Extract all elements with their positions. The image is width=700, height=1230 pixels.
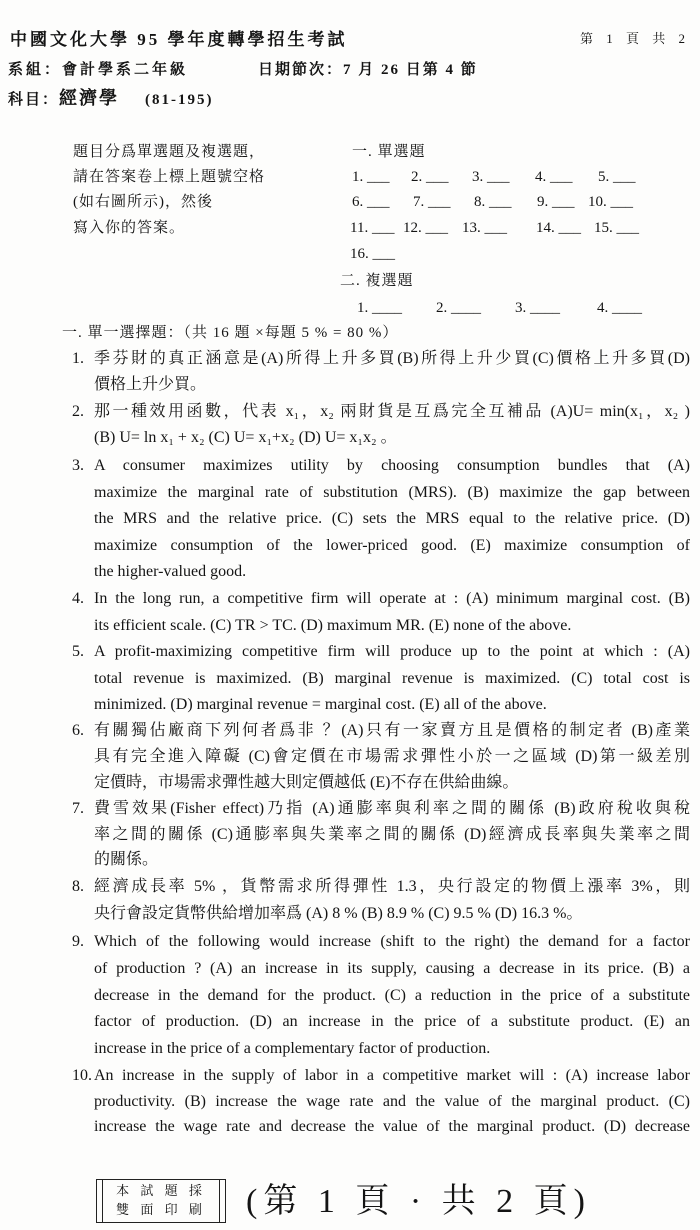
question-line: the higher-valued good. — [94, 563, 247, 580]
answer-blank: 9. ___ — [537, 194, 575, 210]
question-line: minimized. (D) marginal revenue = marginal cost. (E) all of the above. — [94, 696, 547, 713]
answer-blank: 5. ___ — [598, 169, 636, 185]
question-number: 5. — [72, 643, 84, 660]
footer-page-number: (第 1 頁 · 共 2 頁) — [246, 1183, 591, 1220]
answer-blank: 4. ____ — [597, 300, 642, 316]
question-line: 經濟成長率 5% ，貨幣需求所得彈性 1.3，央行設定的物價上漲率 3%，則 — [94, 878, 690, 895]
subject-name: 經濟學 — [59, 88, 120, 108]
question-number: 1. — [72, 350, 84, 367]
answer-blank: 1. ___ — [352, 169, 390, 185]
question-line: increase in the price of a complementary factor of production. — [94, 1040, 491, 1057]
subject-code: (81-195) — [145, 92, 214, 108]
question-line: An increase in the supply of labor in a competitive market will : (A) increase labor — [94, 1067, 690, 1084]
question-line: In the long run, a competitive firm will operate at : (A) minimum marginal cost. (B) — [94, 590, 690, 607]
question-line: decrease in the demand for the product. (C) a reduction in the price of a substitute — [94, 987, 690, 1004]
answer-blank: 2. ____ — [436, 300, 481, 316]
section-title: 一. 單一選擇題：（共 16 題 ×每題 5 % = 80 %） — [62, 325, 399, 341]
exam-title: 中國文化大學 95 學年度轉學招生考試 — [10, 30, 348, 49]
question-number: 7. — [72, 800, 84, 817]
page-marker: 第 1 頁 共 2 — [579, 31, 690, 46]
question-line: (B) U= ln x₁ + x₂ (C) U= x₁+x₂ (D) U= x₁x₂ 。 — [94, 429, 397, 446]
question-line: 價格上升少買。 — [94, 376, 207, 393]
question-number: 10. — [72, 1067, 92, 1084]
question-line: A consumer maximizes utility by choosing consumption bundles that (A) — [94, 457, 690, 474]
instruction-line: 請在答案卷上標上題號空格 — [73, 169, 266, 185]
answer-blank: 3. ___ — [472, 169, 510, 185]
question-line: 季芬財的真正涵意是(A)所得上升多買(B)所得上升少買(C)價格上升多買(D) — [94, 350, 690, 367]
question-line: 的關係。 — [94, 851, 159, 868]
question-line: factor of production. (D) an increase in the price of a substitute product. (E) an — [94, 1013, 690, 1030]
answer-blank: 3. ____ — [515, 300, 560, 316]
question-line: the MRS and the relative price. (C) sets the MRS equal to the relative price. (D) — [94, 510, 690, 527]
question-line: increase the wage rate and decrease the value of the marginal product. (D) decrease — [94, 1118, 690, 1135]
question-line: 具有完全進入障礙 (C)會定價在市場需求彈性小於一之區域 (D)第一級差別 — [94, 748, 690, 765]
instruction-line: 寫入你的答案。 — [73, 220, 186, 236]
question-line: A profit-maximizing competitive firm will produce up to the point at which : (A) — [94, 643, 690, 660]
answer-blank: 2. ___ — [411, 169, 449, 185]
question-number: 2. — [72, 403, 84, 420]
question-line: 那一種效用函數，代表 x₁，x₂ 兩財貨是互爲完全互補品 (A)U= min(x₁，x₂ ) — [94, 403, 690, 420]
subject-row — [8, 87, 214, 111]
question-line: 定價時，市場需求彈性越大則定價越低 (E)不存在供給曲線。 — [94, 774, 519, 791]
question-line: 有關獨佔廠商下列何者爲非 ？(A)只有一家賣方且是價格的制定者 (B)產業 — [94, 722, 690, 739]
question-line: maximize consumption of the lower-priced good. (E) maximize consumption of — [94, 537, 690, 554]
question-line: 費雪效果(Fisher effect)乃指 (A)通膨率與利率之間的關係 (B)政府稅收與稅 — [94, 800, 690, 817]
question-line: 央行會設定貨幣供給增加率爲 (A) 8 % (B) 8.9 % (C) 9.5 % (D) 16.3 %。 — [94, 905, 583, 922]
answer-blank: 7. ___ — [413, 194, 451, 210]
question-line: its efficient scale. (C) TR > TC. (D) maximum MR. (E) none of the above. — [94, 617, 572, 634]
answer-blank: 13. ___ — [462, 220, 507, 236]
exam-schedule: 日期節次：7 月 26 日第 4 節 — [258, 62, 478, 78]
question-line: 率之間的關係 (C)通膨率與失業率之間的關係 (D)經濟成長率與失業率之間 — [94, 826, 690, 843]
answer-blank: 8. ___ — [474, 194, 512, 210]
answer-blank: 10. ___ — [588, 194, 633, 210]
answer-blank: 11. ___ — [350, 220, 395, 236]
answer-blank: 1. ____ — [357, 300, 402, 316]
question-number: 6. — [72, 722, 84, 739]
answer-blank: 4. ___ — [535, 169, 573, 185]
instruction-line: 題目分爲單選題及複選題， — [73, 144, 266, 160]
question-number: 9. — [72, 933, 84, 950]
question-line: maximize the marginal rate of substitution (MRS). (B) maximize the gap between — [94, 484, 690, 501]
double-sided-print-stamp — [96, 1179, 226, 1223]
question-number: 8. — [72, 878, 84, 895]
stamp-line: 雙 面 印 刷 — [116, 1202, 206, 1217]
subject-label: 科目： — [8, 92, 60, 108]
stamp-line: 本 試 題 採 — [116, 1183, 206, 1198]
stamp-inner-frame — [102, 1180, 220, 1222]
question-number: 3. — [72, 457, 84, 474]
answer-blank: 12. ___ — [403, 220, 448, 236]
answer-blank: 6. ___ — [352, 194, 390, 210]
multiple-choice-label: 二. 複選題 — [340, 273, 414, 289]
single-choice-label: 一. 單選題 — [352, 144, 426, 160]
question-line: productivity. (B) increase the wage rate and the value of the marginal product. (C) — [94, 1093, 690, 1110]
question-line: of production ? (A) an increase in its supply, causing a decrease in its price. (B) a — [94, 960, 690, 977]
question-number: 4. — [72, 590, 84, 607]
instruction-line: (如右圖所示)，然後 — [73, 194, 213, 210]
answer-blank: 16. ___ — [350, 246, 395, 262]
question-line: Which of the following would increase (shift to the right) the demand for a factor — [94, 933, 690, 950]
answer-blank: 14. ___ — [536, 220, 581, 236]
answer-blank: 15. ___ — [594, 220, 639, 236]
department: 系組：會計學系二年級 — [8, 62, 189, 78]
question-line: total revenue is maximized. (B) marginal revenue is maximized. (C) total cost is — [94, 670, 690, 687]
